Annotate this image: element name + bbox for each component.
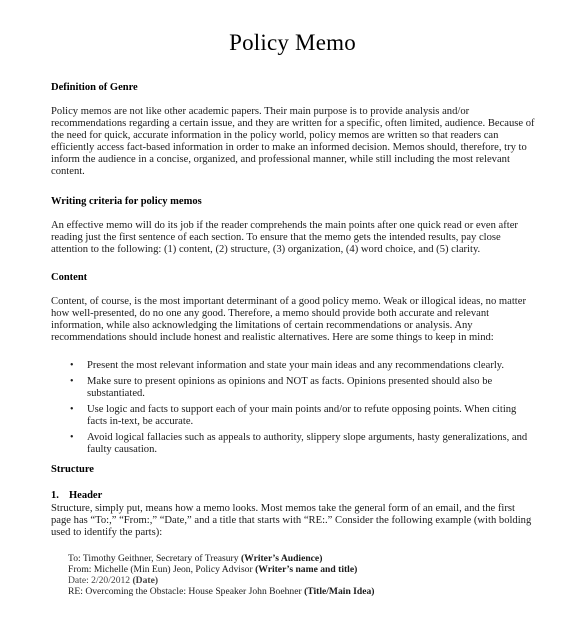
paragraph-line: attention to the following: (1) content, (2) structure, (3) organization, (4) word choice, and (5) clarity. — [51, 244, 481, 255]
content-bullet-list — [70, 360, 560, 460]
list-item — [70, 432, 560, 456]
list-item-text: Avoid logical fallacies such as appeals to authority, slippery slope arguments, hasty generalizations, and — [87, 432, 528, 443]
list-item-text: substantiated. — [87, 388, 145, 399]
example-re-label: (Title/Main Idea) — [304, 586, 375, 597]
criteria-paragraph — [51, 220, 561, 256]
list-item — [70, 404, 560, 428]
example-to-line — [68, 553, 548, 564]
paragraph-line: reading just the first sentence of each section. To ensure that the memo gets the intended results, pay close — [51, 232, 501, 243]
paragraph-line: information, while also acknowledging the limitations of certain recommendations or analysis. Any — [51, 320, 473, 331]
paragraph-line: how well-presented, do no one any good. Therefore, a memo should provide both accurate and relevant — [51, 308, 490, 319]
paragraph-line: efficiently access fact-based information in order to make an informed decision. Memos should, therefore, try to — [51, 142, 527, 153]
section-heading-criteria: Writing criteria for policy memos — [51, 196, 202, 207]
list-item-text: facts in-text, be accurate. — [87, 416, 194, 427]
list-item-text: Make sure to present opinions as opinions and NOT as facts. Opinions presented should also be — [87, 376, 493, 387]
definition-paragraph — [51, 106, 561, 178]
example-date-label: (Date) — [132, 575, 159, 586]
section-heading-content: Content — [51, 272, 88, 283]
list-item-text: Present the most relevant information and state your main ideas and any recommendations clearly. — [87, 360, 505, 371]
list-item-text: Use logic and facts to support each of your main points and/or to refute opposing points. When citing — [87, 404, 517, 415]
example-date-text: Date: 2/20/2012 — [68, 575, 133, 586]
paragraph-line: Structure, simply put, means how a memo looks. Most memos take the general form of an email, and the first — [51, 503, 515, 514]
document-title: Policy Memo — [229, 30, 356, 55]
paragraph-line: inform the audience in a concise, organized, and professional manner, while still including the most relevant — [51, 154, 510, 165]
bullet-icon: • — [70, 404, 74, 415]
paragraph-line: page has “To:,” “From:,” “Date,” and a title that starts with “RE:.” Consider the following example (with bolding — [51, 515, 532, 526]
list-item — [70, 360, 560, 372]
paragraph-line: Policy memos are not like other academic papers. Their main purpose is to provide analysis and/or — [51, 106, 470, 117]
example-to-label: (Writer’s Audience) — [240, 553, 323, 564]
content-paragraph — [51, 296, 561, 344]
paragraph-line: recommendations should include honest and realistic alternatives. Here are some things to keep in mind: — [51, 332, 494, 343]
example-re-text: RE: Overcoming the Obstacle: House Speaker John Boehner — [68, 586, 305, 597]
bullet-icon: • — [70, 376, 74, 387]
example-date-line — [68, 575, 548, 586]
example-to-text: To: Timothy Geithner, Secretary of Treasury — [68, 553, 241, 564]
paragraph-line: An effective memo will do its job if the reader comprehends the main points after one quick read or even after — [51, 220, 518, 231]
structure-paragraph — [51, 503, 561, 539]
paragraph-line: recommendations regarding a certain issue, and they are written for a specific, often limited, audience. Because of — [51, 118, 535, 129]
bullet-icon: • — [70, 432, 74, 443]
paragraph-line: used to identify the parts): — [51, 527, 163, 538]
list-item-text: faulty causation. — [87, 444, 158, 455]
list-item — [70, 376, 560, 400]
subsection-number: 1. — [51, 490, 59, 501]
example-from-text: From: Michelle (Min Eun) Jeon, Policy Advisor — [68, 564, 256, 575]
memo-example-block — [68, 553, 548, 597]
bullet-icon: • — [70, 360, 74, 371]
section-heading-structure: Structure — [51, 464, 94, 475]
subsection-title: Header — [69, 490, 103, 501]
section-heading-definition: Definition of Genre — [51, 82, 138, 93]
example-re-line — [68, 586, 548, 597]
subsection-heading-header — [51, 490, 102, 501]
example-from-label: (Writer’s name and title) — [255, 564, 358, 575]
paragraph-line: content. — [51, 166, 85, 177]
paragraph-line: Content, of course, is the most important determinant of a good policy memo. Weak or illogical ideas, no matter — [51, 296, 526, 307]
example-from-line — [68, 564, 548, 575]
paragraph-line: the need for quick, accurate information in the policy world, policy memos are written so that readers can — [51, 130, 499, 141]
